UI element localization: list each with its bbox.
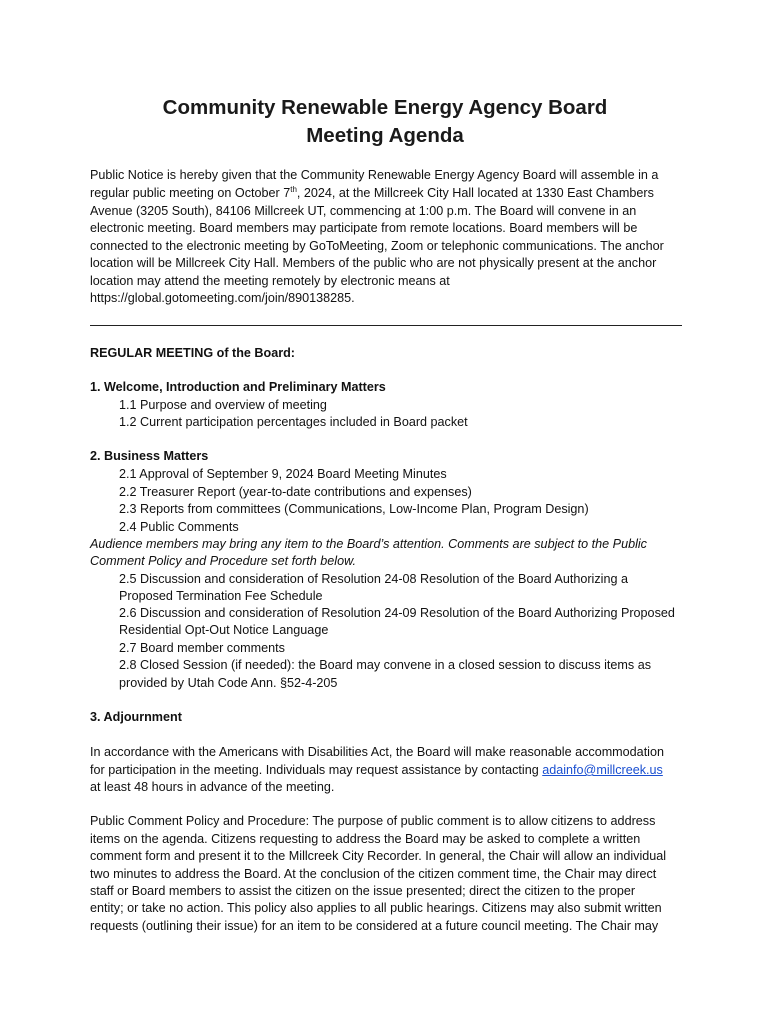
notice-line: Avenue (3205 South), 84106 Millcreek UT, commencing at 1:00 p.m. The Board will convene in an <box>90 204 637 218</box>
policy-line: Public Comment Policy and Procedure: The purpose of public comment is to allow citizens to address <box>90 814 656 828</box>
agenda-item: 2.6 Discussion and consideration of Resolution 24-09 Resolution of the Board Authorizing Proposed <box>119 606 675 620</box>
section-heading: 3. Adjournment <box>90 710 182 724</box>
section-heading: 2. Business Matters <box>90 449 209 463</box>
agenda-item: 2.2 Treasurer Report (year-to-date contributions and expenses) <box>119 485 472 499</box>
notice-line: location will be Millcreek City Hall. Members of the public who are not physically present at the anchor <box>90 256 657 270</box>
policy-line: items on the agenda. Citizens requesting to address the Board may be asked to complete a written <box>90 832 641 846</box>
policy-line: two minutes to address the Board. At the conclusion of the citizen comment time, the Chair may direct <box>90 867 657 881</box>
ordinal-suffix: th <box>290 184 297 194</box>
agenda-item: Proposed Termination Fee Schedule <box>119 589 323 603</box>
policy-line: staff or Board members to assist the citizen on the issue presented; direct the citizen to the proper <box>90 884 636 898</box>
ada-text: for participation in the meeting. Individuals may request assistance by contacting <box>90 763 543 777</box>
notice-text: regular public meeting on October 7 <box>90 186 291 200</box>
notice-text: , 2024, at the Millcreek City Hall located at 1330 East Chambers <box>296 186 654 200</box>
agenda-item: 2.8 Closed Session (if needed): the Board may convene in a closed session to discuss items as <box>119 658 652 672</box>
agenda-item: 1.1 Purpose and overview of meeting <box>119 398 327 412</box>
notice-line: location may attend the meeting remotely by electronic means at <box>90 274 450 288</box>
audience-note: Comment Policy and Procedure set forth below. <box>90 554 356 568</box>
title-line-1: Community Renewable Energy Agency Board <box>162 96 608 119</box>
agenda-item: 2.4 Public Comments <box>119 520 239 534</box>
policy-line: requests (outlining their issue) for an item to be considered at a future council meeting. The Chair may <box>90 919 659 933</box>
section-heading: 1. Welcome, Introduction and Preliminary Matters <box>90 380 386 394</box>
notice-line: connected to the electronic meeting by GoToMeeting, Zoom or telephonic communications. The anchor <box>90 239 664 253</box>
agenda-item: Residential Opt-Out Notice Language <box>119 623 329 637</box>
agenda-item: 1.2 Current participation percentages included in Board packet <box>119 415 468 429</box>
ada-line: In accordance with the Americans with Disabilities Act, the Board will make reasonable accommodation <box>90 745 664 759</box>
policy-line: entity; or take no action. This policy also applies to all public hearings. Citizens may also submit written <box>90 901 662 915</box>
agenda-item: 2.3 Reports from committees (Communications, Low-Income Plan, Program Design) <box>119 502 589 516</box>
agenda-item: 2.5 Discussion and consideration of Resolution 24-08 Resolution of the Board Authorizing a <box>119 572 628 586</box>
ada-email-link[interactable]: adainfo@millcreek.us <box>542 763 663 777</box>
audience-note: Audience members may bring any item to the Board’s attention. Comments are subject to the Public <box>90 537 647 551</box>
page-title <box>90 94 680 150</box>
notice-line: electronic meeting. Board members may participate from remote locations. Board members will be <box>90 221 638 235</box>
notice-line: Public Notice is hereby given that the Community Renewable Energy Agency Board will assemble in a <box>90 168 659 182</box>
agenda-item: 2.1 Approval of September 9, 2024 Board Meeting Minutes <box>119 467 447 481</box>
meeting-url: https://global.gotomeeting.com/join/890138285. <box>90 291 355 305</box>
regular-meeting-heading: REGULAR MEETING of the Board: <box>90 346 295 360</box>
title-line-2: Meeting Agenda <box>306 124 464 147</box>
agenda-item: 2.7 Board member comments <box>119 641 285 655</box>
horizontal-divider <box>90 325 682 326</box>
ada-line <box>90 762 663 779</box>
policy-line: comment form and present it to the Millcreek City Recorder. In general, the Chair will allow an individual <box>90 849 667 863</box>
notice-line <box>90 185 654 202</box>
agenda-item: provided by Utah Code Ann. §52-4-205 <box>119 676 338 690</box>
ada-line: at least 48 hours in advance of the meeting. <box>90 780 335 794</box>
